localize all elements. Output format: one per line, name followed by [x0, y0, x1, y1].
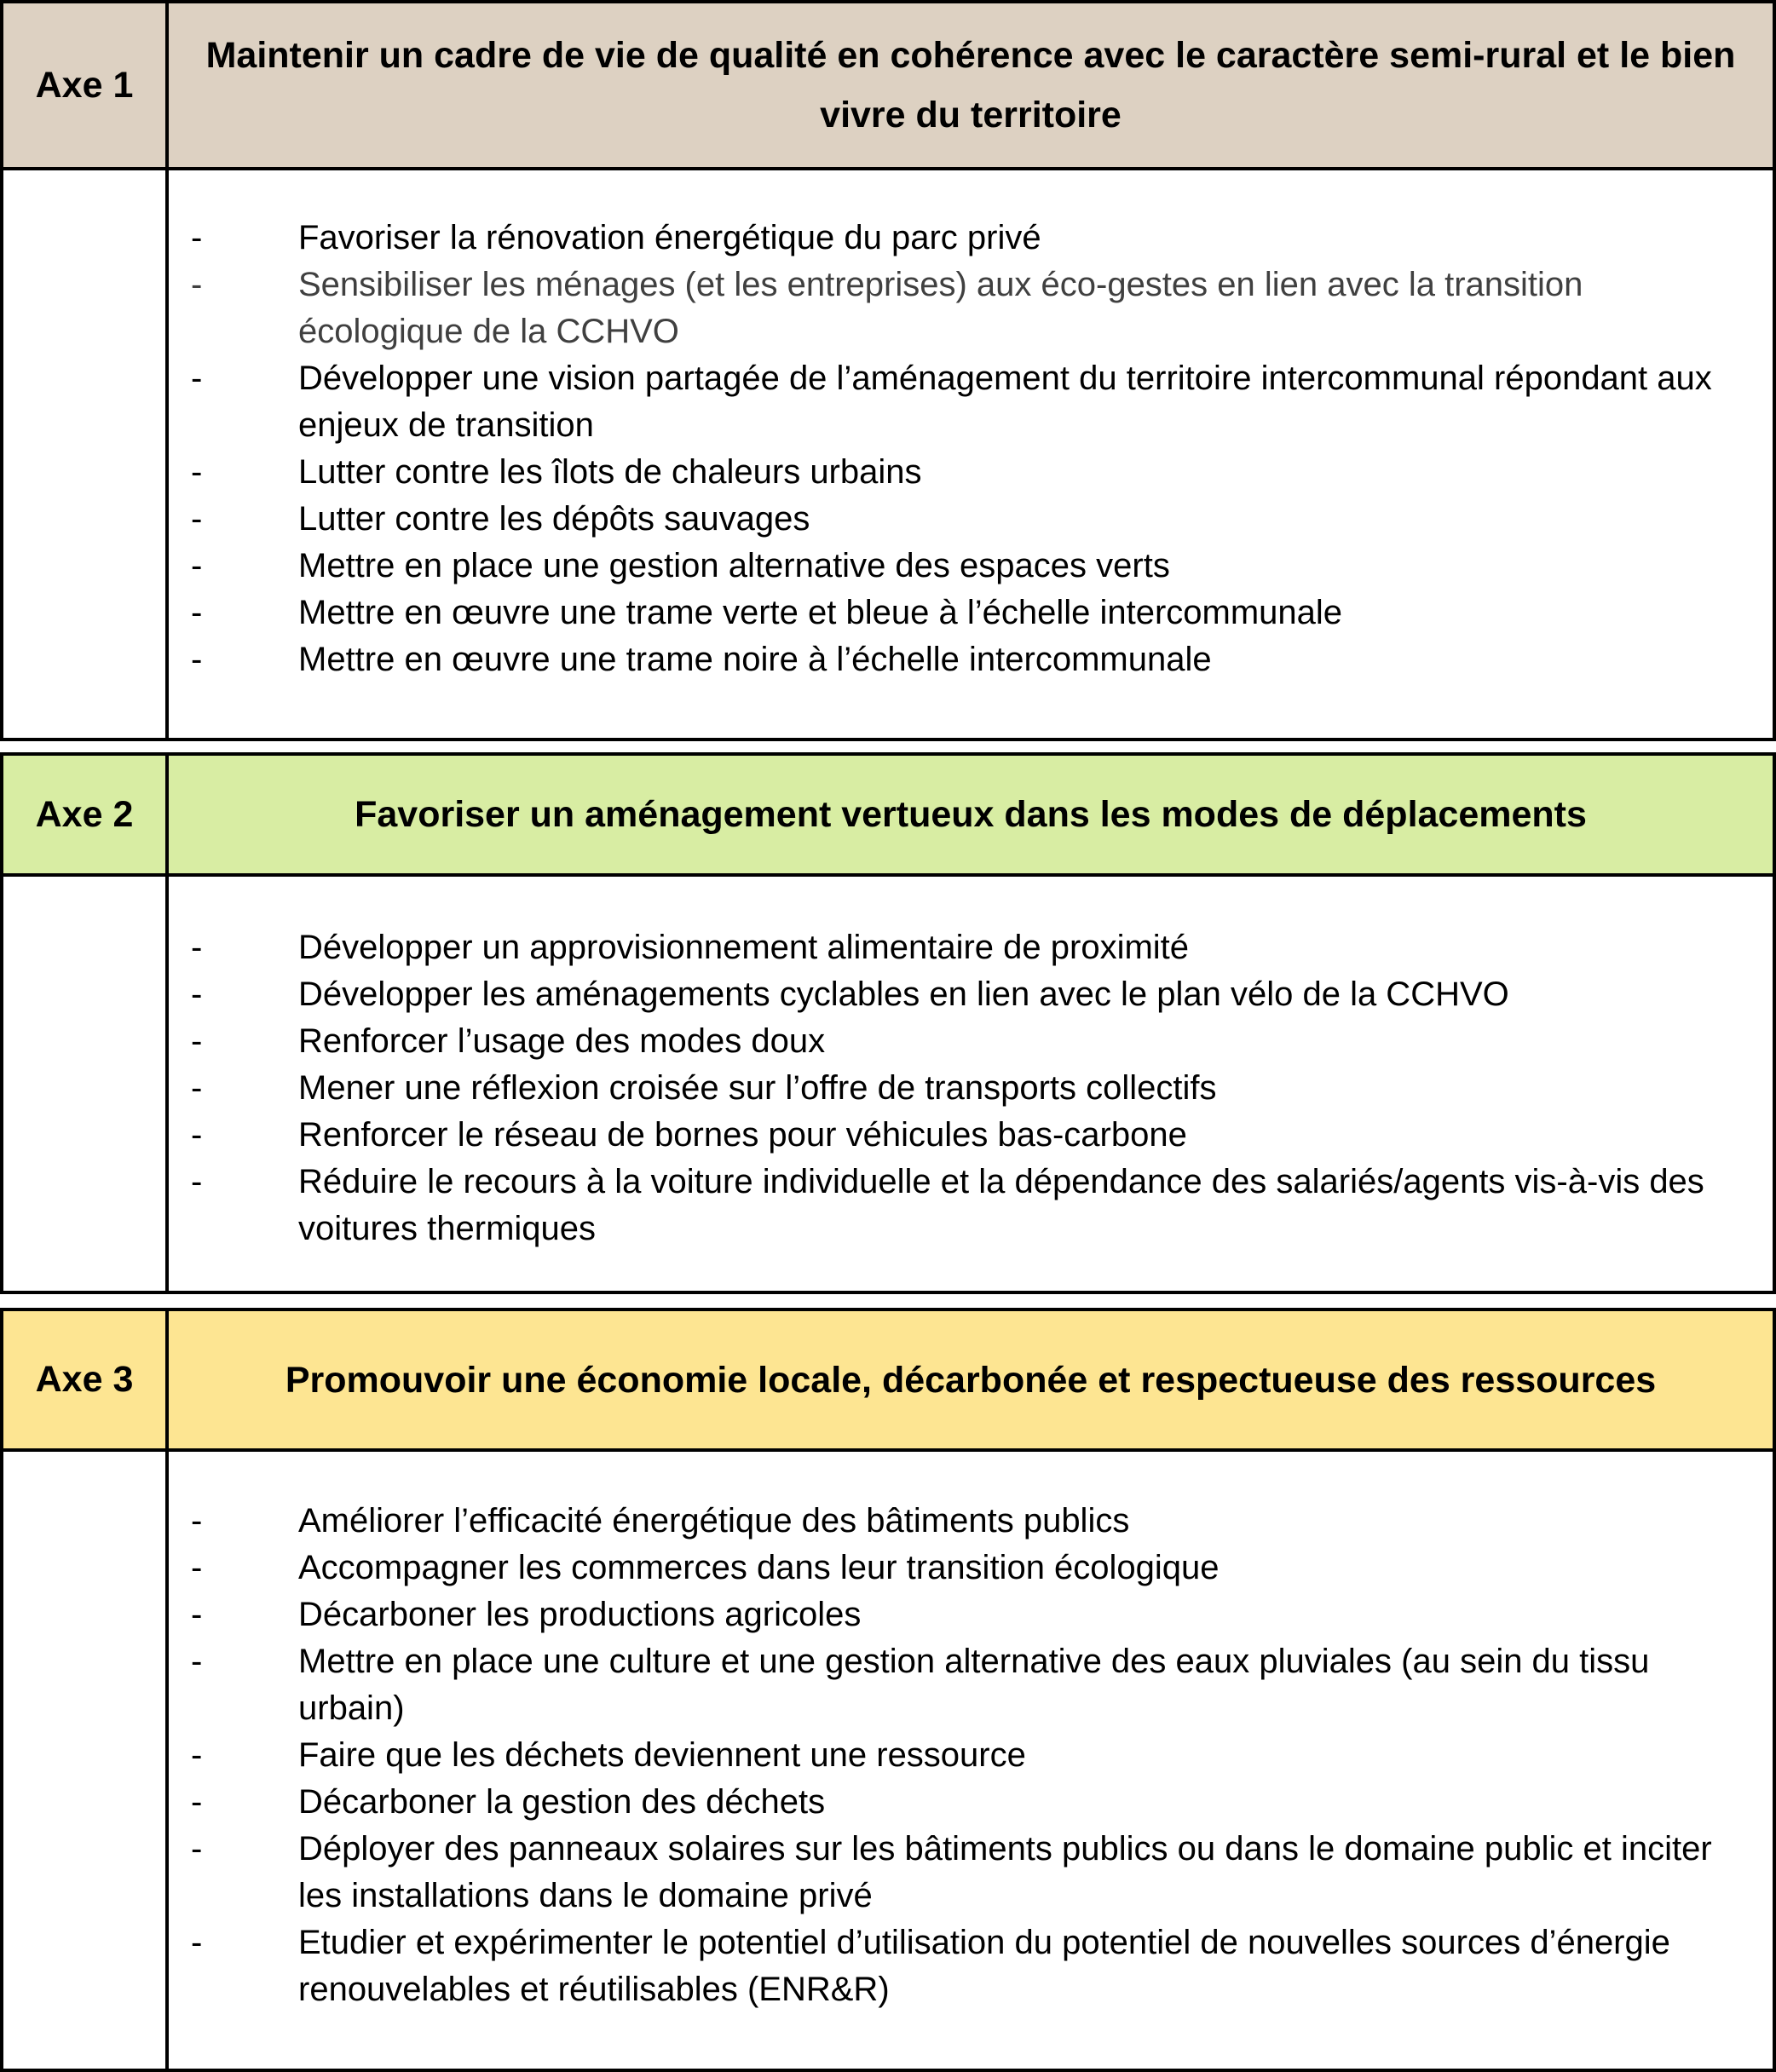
list-item [169, 1732, 1773, 1779]
list-item-text: Lutter contre les îlots de chaleurs urbains [298, 453, 922, 491]
bullet-dash: - [191, 1643, 203, 1680]
axe-1-block [0, 0, 1776, 741]
list-item [169, 496, 1773, 543]
bullet-dash: - [191, 1830, 203, 1868]
list-item [169, 1826, 1773, 1919]
bullet-dash: - [191, 547, 203, 584]
bullet-dash: - [191, 1502, 203, 1540]
list-item-text: Développer un approvisionnement alimentaire de proximité [298, 929, 1190, 966]
list-item [169, 971, 1773, 1018]
axe-3-label: Axe 3 [3, 1311, 169, 1448]
list-item-text: Mener une réflexion croisée sur l’offre de transports collectifs [298, 1069, 1217, 1107]
axe-1-side-cell [3, 170, 169, 741]
axe-2-side-cell [3, 877, 169, 1291]
list-item-text: Lutter contre les dépôts sauvages [298, 500, 810, 538]
list-item-text: Réduire le recours à la voiture individuelle et la dépendance des salariés/agents vis-à-vis des voitures thermiques [298, 1163, 1704, 1247]
axe-3-block [0, 1308, 1776, 2072]
bullet-dash: - [191, 1116, 203, 1154]
axe-3-title: Promouvoir une économie locale, décarbonée et respectueuse des ressources [285, 1359, 1657, 1401]
list-item-text: Renforcer le réseau de bornes pour véhicules bas-carbone [298, 1116, 1187, 1154]
bullet-dash: - [191, 500, 203, 538]
list-item [169, 1591, 1773, 1638]
list-item-text: Sensibiliser les ménages (et les entreprises) aux éco-gestes en lien avec la transition écologique de la CCHVO [298, 266, 1583, 350]
list-item-text: Mettre en place une gestion alternative des espaces verts [298, 547, 1170, 584]
bullet-dash: - [191, 1736, 203, 1774]
axe-2-title: Favoriser un aménagement vertueux dans les modes de déplacements [355, 794, 1587, 835]
list-item [169, 543, 1773, 590]
bullet-dash: - [191, 219, 203, 256]
list-item [169, 355, 1773, 449]
list-item [169, 1545, 1773, 1591]
list-item [169, 215, 1773, 262]
bullet-dash: - [191, 1783, 203, 1821]
list-item [169, 1112, 1773, 1159]
list-item [169, 924, 1773, 971]
axe-3-list [169, 1452, 1773, 2069]
bullet-dash: - [191, 1596, 203, 1633]
bullet-dash: - [191, 1022, 203, 1060]
list-item [169, 262, 1773, 355]
list-item-text: Développer les aménagements cyclables en lien avec le plan vélo de la CCHVO [298, 976, 1509, 1013]
axe-3-side-cell [3, 1452, 169, 2069]
axe-2-label: Axe 2 [3, 756, 169, 873]
bullet-dash: - [191, 1924, 203, 1961]
bullet-dash: - [191, 641, 203, 678]
list-item-text: Renforcer l’usage des modes doux [298, 1022, 826, 1060]
axe-1-header [3, 3, 1773, 170]
list-item [169, 1498, 1773, 1545]
list-item-text: Décarboner les productions agricoles [298, 1596, 862, 1633]
list-item [169, 1779, 1773, 1826]
list-item-text: Favoriser la rénovation énergétique du parc privé [298, 219, 1041, 256]
axe-3-header [3, 1311, 1773, 1452]
axe-3-body [3, 1452, 1773, 2069]
bullet-dash: - [191, 976, 203, 1013]
bullet-dash: - [191, 1549, 203, 1586]
list-item-text: Mettre en œuvre une trame noire à l’échelle intercommunale [298, 641, 1212, 678]
list-item-text: Améliorer l’efficacité énergétique des bâtiments publics [298, 1502, 1130, 1540]
list-item-text: Faire que les déchets deviennent une ressource [298, 1736, 1026, 1774]
list-item [169, 636, 1773, 683]
list-item-text: Etudier et expérimenter le potentiel d’utilisation du potentiel de nouvelles sources d’énergie renouvelables et réutilisables (ENR&R) [298, 1924, 1670, 2008]
axe-1-body [3, 170, 1773, 741]
list-item-text: Déployer des panneaux solaires sur les bâtiments publics ou dans le domaine public et inciter les installations dans le domaine privé [298, 1830, 1712, 1914]
axe-1-title: Maintenir un cadre de vie de qualité en cohérence avec le caractère semi-rural et le bien vivre du territoire [205, 35, 1736, 135]
bullet-dash: - [191, 360, 203, 397]
axe-1-label: Axe 1 [3, 3, 169, 167]
list-item [169, 1065, 1773, 1112]
axe-2-block [0, 752, 1776, 1294]
bullet-dash: - [191, 266, 203, 303]
axe-1-list [169, 170, 1773, 741]
list-item [169, 449, 1773, 496]
bullet-dash: - [191, 1069, 203, 1107]
bullet-dash: - [191, 453, 203, 491]
axe-2-header [3, 756, 1773, 877]
bullet-dash: - [191, 1163, 203, 1200]
list-item-text: Mettre en œuvre une trame verte et bleue à l’échelle intercommunale [298, 594, 1343, 631]
list-item [169, 1159, 1773, 1252]
bullet-dash: - [191, 929, 203, 966]
list-item [169, 1638, 1773, 1732]
list-item [169, 590, 1773, 636]
list-item-text: Mettre en place une culture et une gestion alternative des eaux pluviales (au sein du tissu urbain) [298, 1643, 1650, 1727]
list-item [169, 1018, 1773, 1065]
list-item-text: Décarboner la gestion des déchets [298, 1783, 826, 1821]
list-item-text: Développer une vision partagée de l’aménagement du territoire intercommunal répondant aux enjeux de transition [298, 360, 1712, 444]
axe-2-body [3, 877, 1773, 1291]
list-item-text: Accompagner les commerces dans leur transition écologique [298, 1549, 1220, 1586]
axe-2-list [169, 877, 1773, 1291]
bullet-dash: - [191, 594, 203, 631]
list-item [169, 1919, 1773, 2013]
